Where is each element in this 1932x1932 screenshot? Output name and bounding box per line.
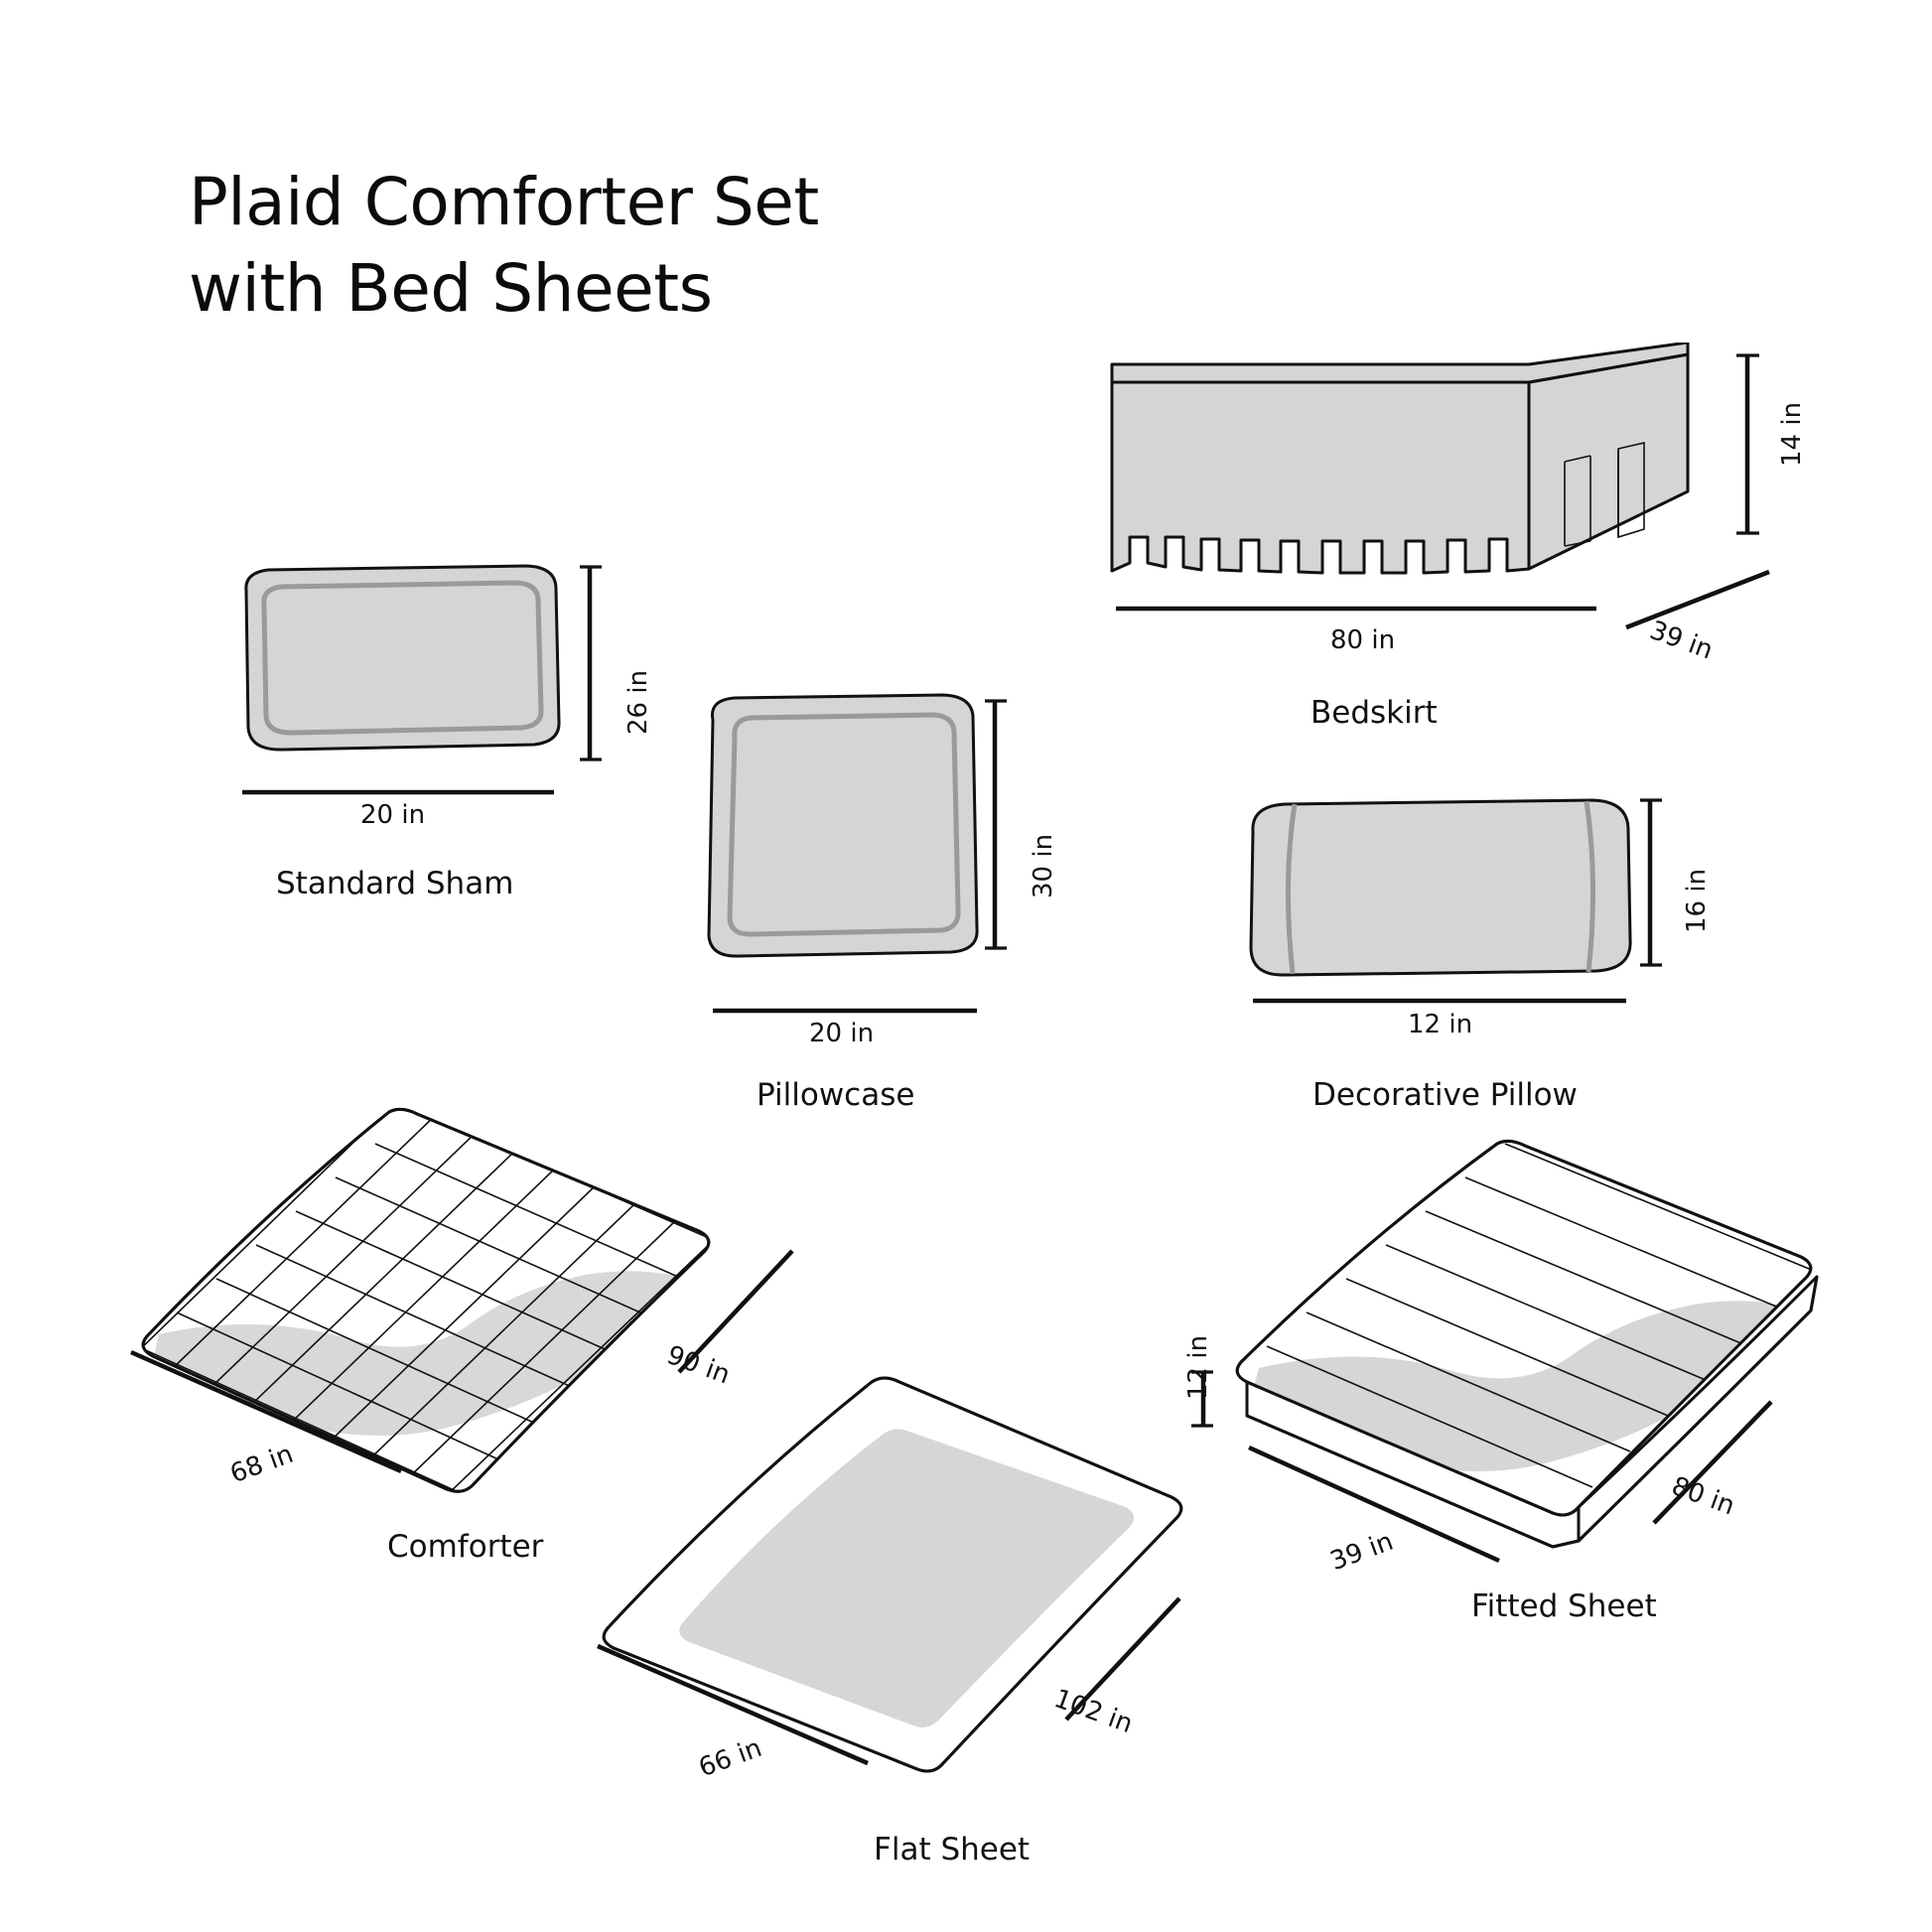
standard-sham-label: Standard Sham: [276, 866, 514, 901]
bedskirt-label: Bedskirt: [1311, 695, 1438, 731]
standard-sham-height-label: 26 in: [623, 669, 653, 735]
fitted-sheet-length-label: 80 in: [1667, 1471, 1739, 1522]
flat-sheet-length-label: 102 in: [1049, 1684, 1137, 1740]
standard-sham-width-label: 20 in: [360, 800, 426, 830]
bedskirt-height-dimension: [1731, 349, 1765, 548]
pillowcase-label: Pillowcase: [757, 1077, 915, 1113]
title-line-2: with Bed Sheets: [189, 250, 713, 328]
bedskirt-illustration: [1102, 343, 1777, 591]
decorative-pillow-label: Decorative Pillow: [1312, 1077, 1578, 1113]
fitted-sheet-width-label: 39 in: [1326, 1526, 1398, 1578]
standard-sham-height-dimension: [576, 561, 606, 779]
flat-sheet-length-dimension: [1049, 1588, 1281, 1787]
bedskirt-depth-label: 39 in: [1645, 616, 1718, 666]
page-title: [189, 159, 1082, 332]
decorative-pillow-height-label: 16 in: [1682, 868, 1712, 933]
pillowcase-illustration: [695, 690, 1003, 978]
bedskirt-width-label: 80 in: [1330, 625, 1396, 655]
bedskirt-height-label: 14 in: [1777, 401, 1807, 467]
fitted-sheet-depth-label: 12 in: [1183, 1334, 1213, 1400]
fitted-sheet-label: Fitted Sheet: [1471, 1588, 1657, 1624]
flat-sheet-label: Flat Sheet: [874, 1832, 1031, 1867]
pillowcase-height-label: 30 in: [1029, 833, 1058, 898]
pillowcase-height-dimension: [981, 695, 1011, 963]
fitted-sheet-width-dimension: [1239, 1438, 1517, 1587]
decorative-pillow-height-dimension: [1636, 794, 1666, 978]
bedskirt-width-dimension: [1110, 601, 1606, 621]
title-line-1: Plaid Comforter Set: [189, 164, 819, 240]
decorative-pillow-illustration: [1239, 792, 1656, 991]
flat-sheet-width-label: 66 in: [695, 1732, 766, 1784]
comforter-label: Comforter: [387, 1529, 544, 1565]
comforter-width-label: 68 in: [226, 1439, 298, 1490]
decorative-pillow-width-label: 12 in: [1408, 1010, 1473, 1039]
comforter-length-label: 90 in: [662, 1340, 735, 1391]
bedskirt-depth-dimension: [1618, 556, 1797, 645]
pillowcase-width-label: 20 in: [809, 1019, 875, 1048]
